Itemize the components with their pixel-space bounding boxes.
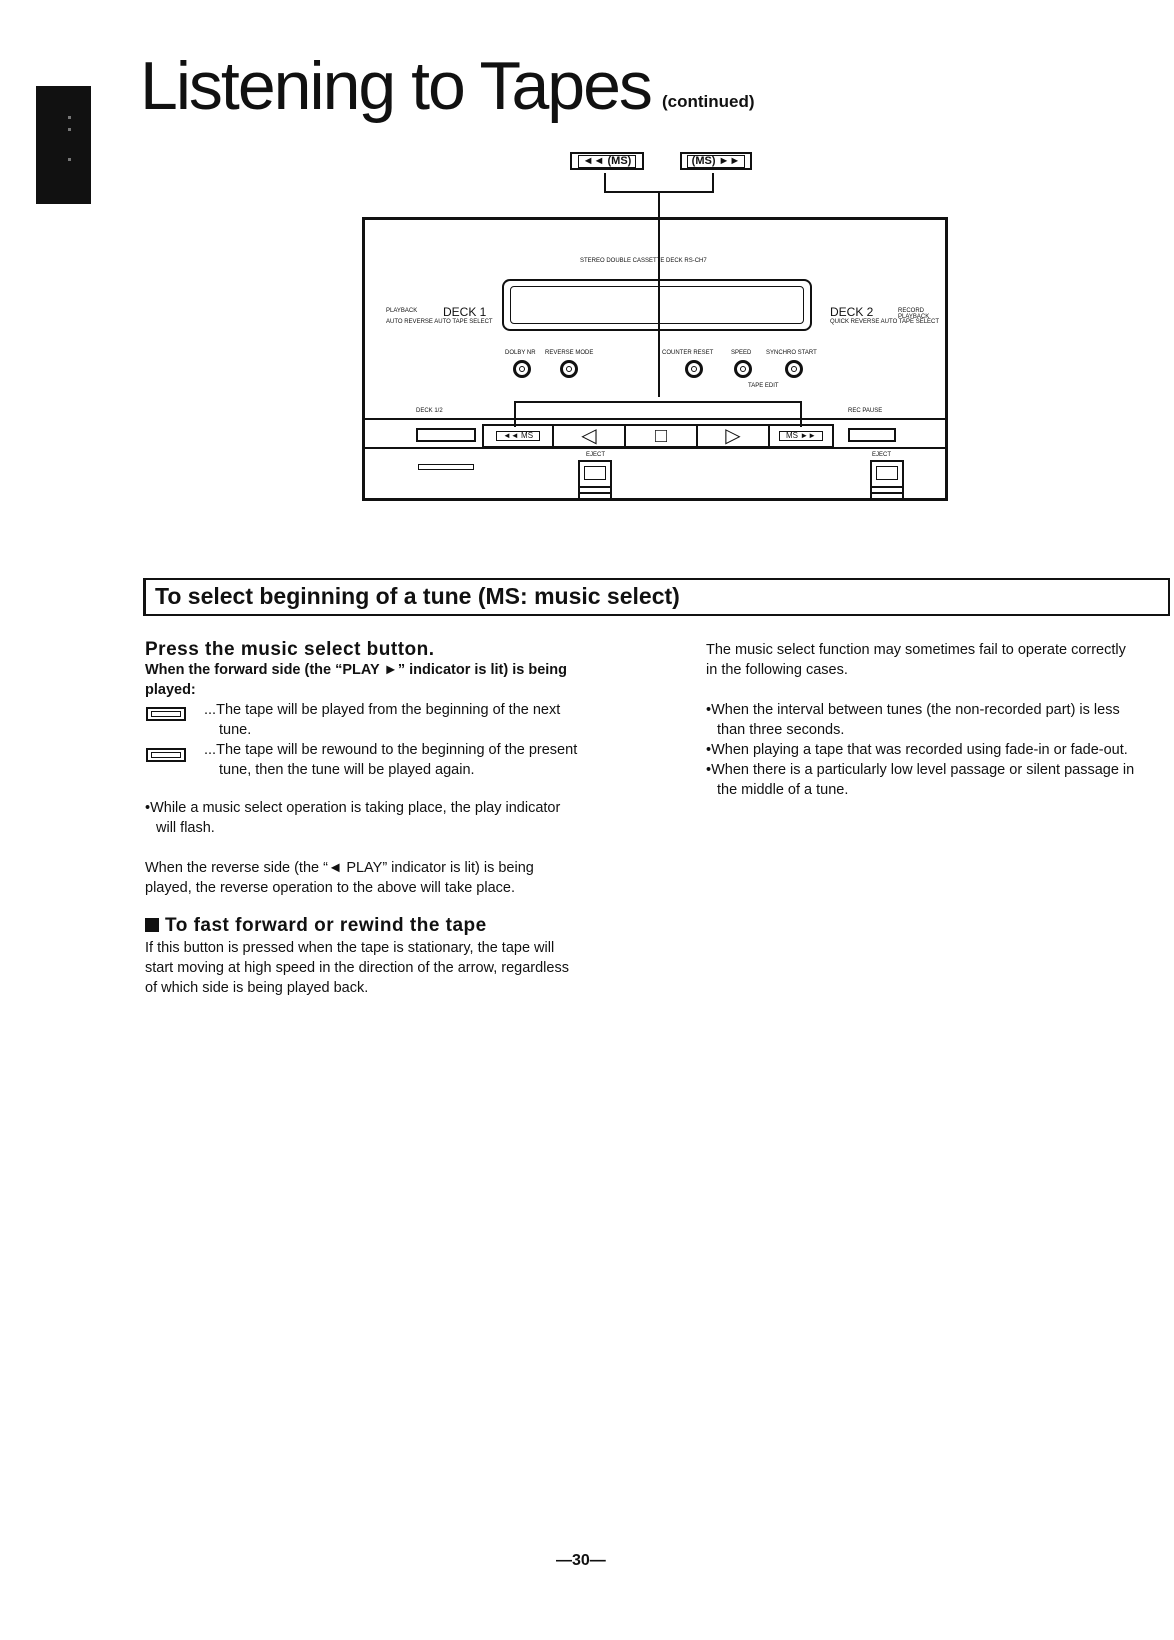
deck2-record-label: RECORD PLAYBACK <box>898 308 930 320</box>
note-line2: will flash. <box>156 820 215 836</box>
rec-pause-label: REC PAUSE <box>848 408 883 414</box>
page-number: —30— <box>556 1552 606 1569</box>
right-intro-line2: in the following cases. <box>706 662 848 678</box>
eject-label-1: EJECT <box>586 452 606 458</box>
deck12-label: DECK 1/2 <box>416 408 443 414</box>
stop-key: □ <box>624 424 698 448</box>
callout-line <box>712 173 714 191</box>
deck2-sublabel: QUICK REVERSE AUTO TAPE SELECT <box>830 319 940 325</box>
note-line1: •While a music select operation is taking place, the play indicator <box>145 800 561 816</box>
item1-line2: tune. <box>219 722 252 738</box>
speed-label: SPEED <box>731 350 752 356</box>
press-heading: Press the music select button. <box>145 639 435 660</box>
ms-bracket <box>514 401 802 403</box>
forward-play-key: ▷ <box>696 424 770 448</box>
deck1-label: DECK 1 <box>443 305 487 319</box>
reverse-mode-knob <box>560 360 578 378</box>
synchro-start-knob <box>785 360 803 378</box>
counter-reset-knob <box>685 360 703 378</box>
deck1-sublabel: AUTO REVERSE AUTO TAPE SELECT <box>386 319 493 325</box>
ff-heading: To fast forward or rewind the tape <box>145 916 487 935</box>
square-bullet-icon <box>145 918 159 932</box>
item2-line1: ...The tape will be rewound to the beginning of the present <box>204 742 578 758</box>
dolby-logo <box>418 464 474 470</box>
ms-forward-icon <box>146 707 186 721</box>
callout-line <box>604 173 606 191</box>
page-title-suffix: (continued) <box>662 92 755 111</box>
panel-line <box>362 418 948 420</box>
tab-mark <box>68 128 71 131</box>
dolby-label: DOLBY NR <box>505 350 536 356</box>
item1-line1: ...The tape will be played from the beginning of the next <box>204 702 561 718</box>
reverse-mode-label: REVERSE MODE <box>545 350 594 356</box>
section-thumb-tab <box>36 86 91 204</box>
ff-line2: start moving at high speed in the direction of the arrow, regardless <box>145 960 569 976</box>
speed-knob <box>734 360 752 378</box>
display-window <box>502 279 812 331</box>
rec-pause-button <box>848 428 896 442</box>
deck2-label: DECK 2 <box>830 305 874 319</box>
forward-side-line1: When the forward side (the “PLAY ►” indicator is lit) is being <box>145 662 568 678</box>
callout-ms-rewind-button: ◄◄ (MS) <box>570 152 644 170</box>
page-title: Listening to Tapes <box>140 48 651 124</box>
reverse-line1: When the reverse side (the “◄ PLAY” indicator is lit) is being <box>145 860 534 876</box>
callout-ms-forward-button: (MS) ►► <box>680 152 752 170</box>
reverse-play-key: ◁ <box>552 424 626 448</box>
deck2-eject-button <box>870 460 904 500</box>
item2-line2: tune, then the tune will be played again. <box>219 762 475 778</box>
deck1-playback-label: PLAYBACK <box>386 308 418 314</box>
synchro-start-label: SYNCHRO START <box>766 350 817 356</box>
section-heading: To select beginning of a tune (MS: music select) <box>155 583 680 609</box>
bullet3-line1: •When there is a particularly low level passage or silent passage in <box>706 762 1135 778</box>
bullet3-line2: the middle of a tune. <box>717 782 849 798</box>
model-label: STEREO DOUBLE CASSETTE DECK RS-CH7 <box>580 258 707 264</box>
ms-forward-key: MS ►► <box>768 424 834 448</box>
dolby-knob <box>513 360 531 378</box>
bullet1-line1: •When the interval between tunes (the non-recorded part) is less <box>706 702 1120 718</box>
tape-edit-label: TAPE EDIT <box>748 383 779 389</box>
deck12-button <box>416 428 476 442</box>
tab-mark <box>68 116 71 119</box>
ff-line3: of which side is being played back. <box>145 980 369 996</box>
ff-line1: If this button is pressed when the tape is stationary, the tape will <box>145 940 555 956</box>
tab-mark <box>68 158 71 161</box>
bullet2: •When playing a tape that was recorded using fade-in or fade-out. <box>706 742 1128 758</box>
bullet1-line2: than three seconds. <box>717 722 845 738</box>
ms-rewind-key: ◄◄ MS <box>482 424 554 448</box>
reverse-line2: played, the reverse operation to the above will take place. <box>145 880 515 896</box>
forward-side-line2: played: <box>145 682 196 698</box>
deck1-eject-button <box>578 460 612 500</box>
ms-rewind-icon <box>146 748 186 762</box>
counter-reset-label: COUNTER RESET <box>662 350 714 356</box>
transport-keys <box>482 424 834 448</box>
eject-label-2: EJECT <box>872 452 892 458</box>
right-intro-line1: The music select function may sometimes fail to operate correctly <box>706 642 1126 658</box>
